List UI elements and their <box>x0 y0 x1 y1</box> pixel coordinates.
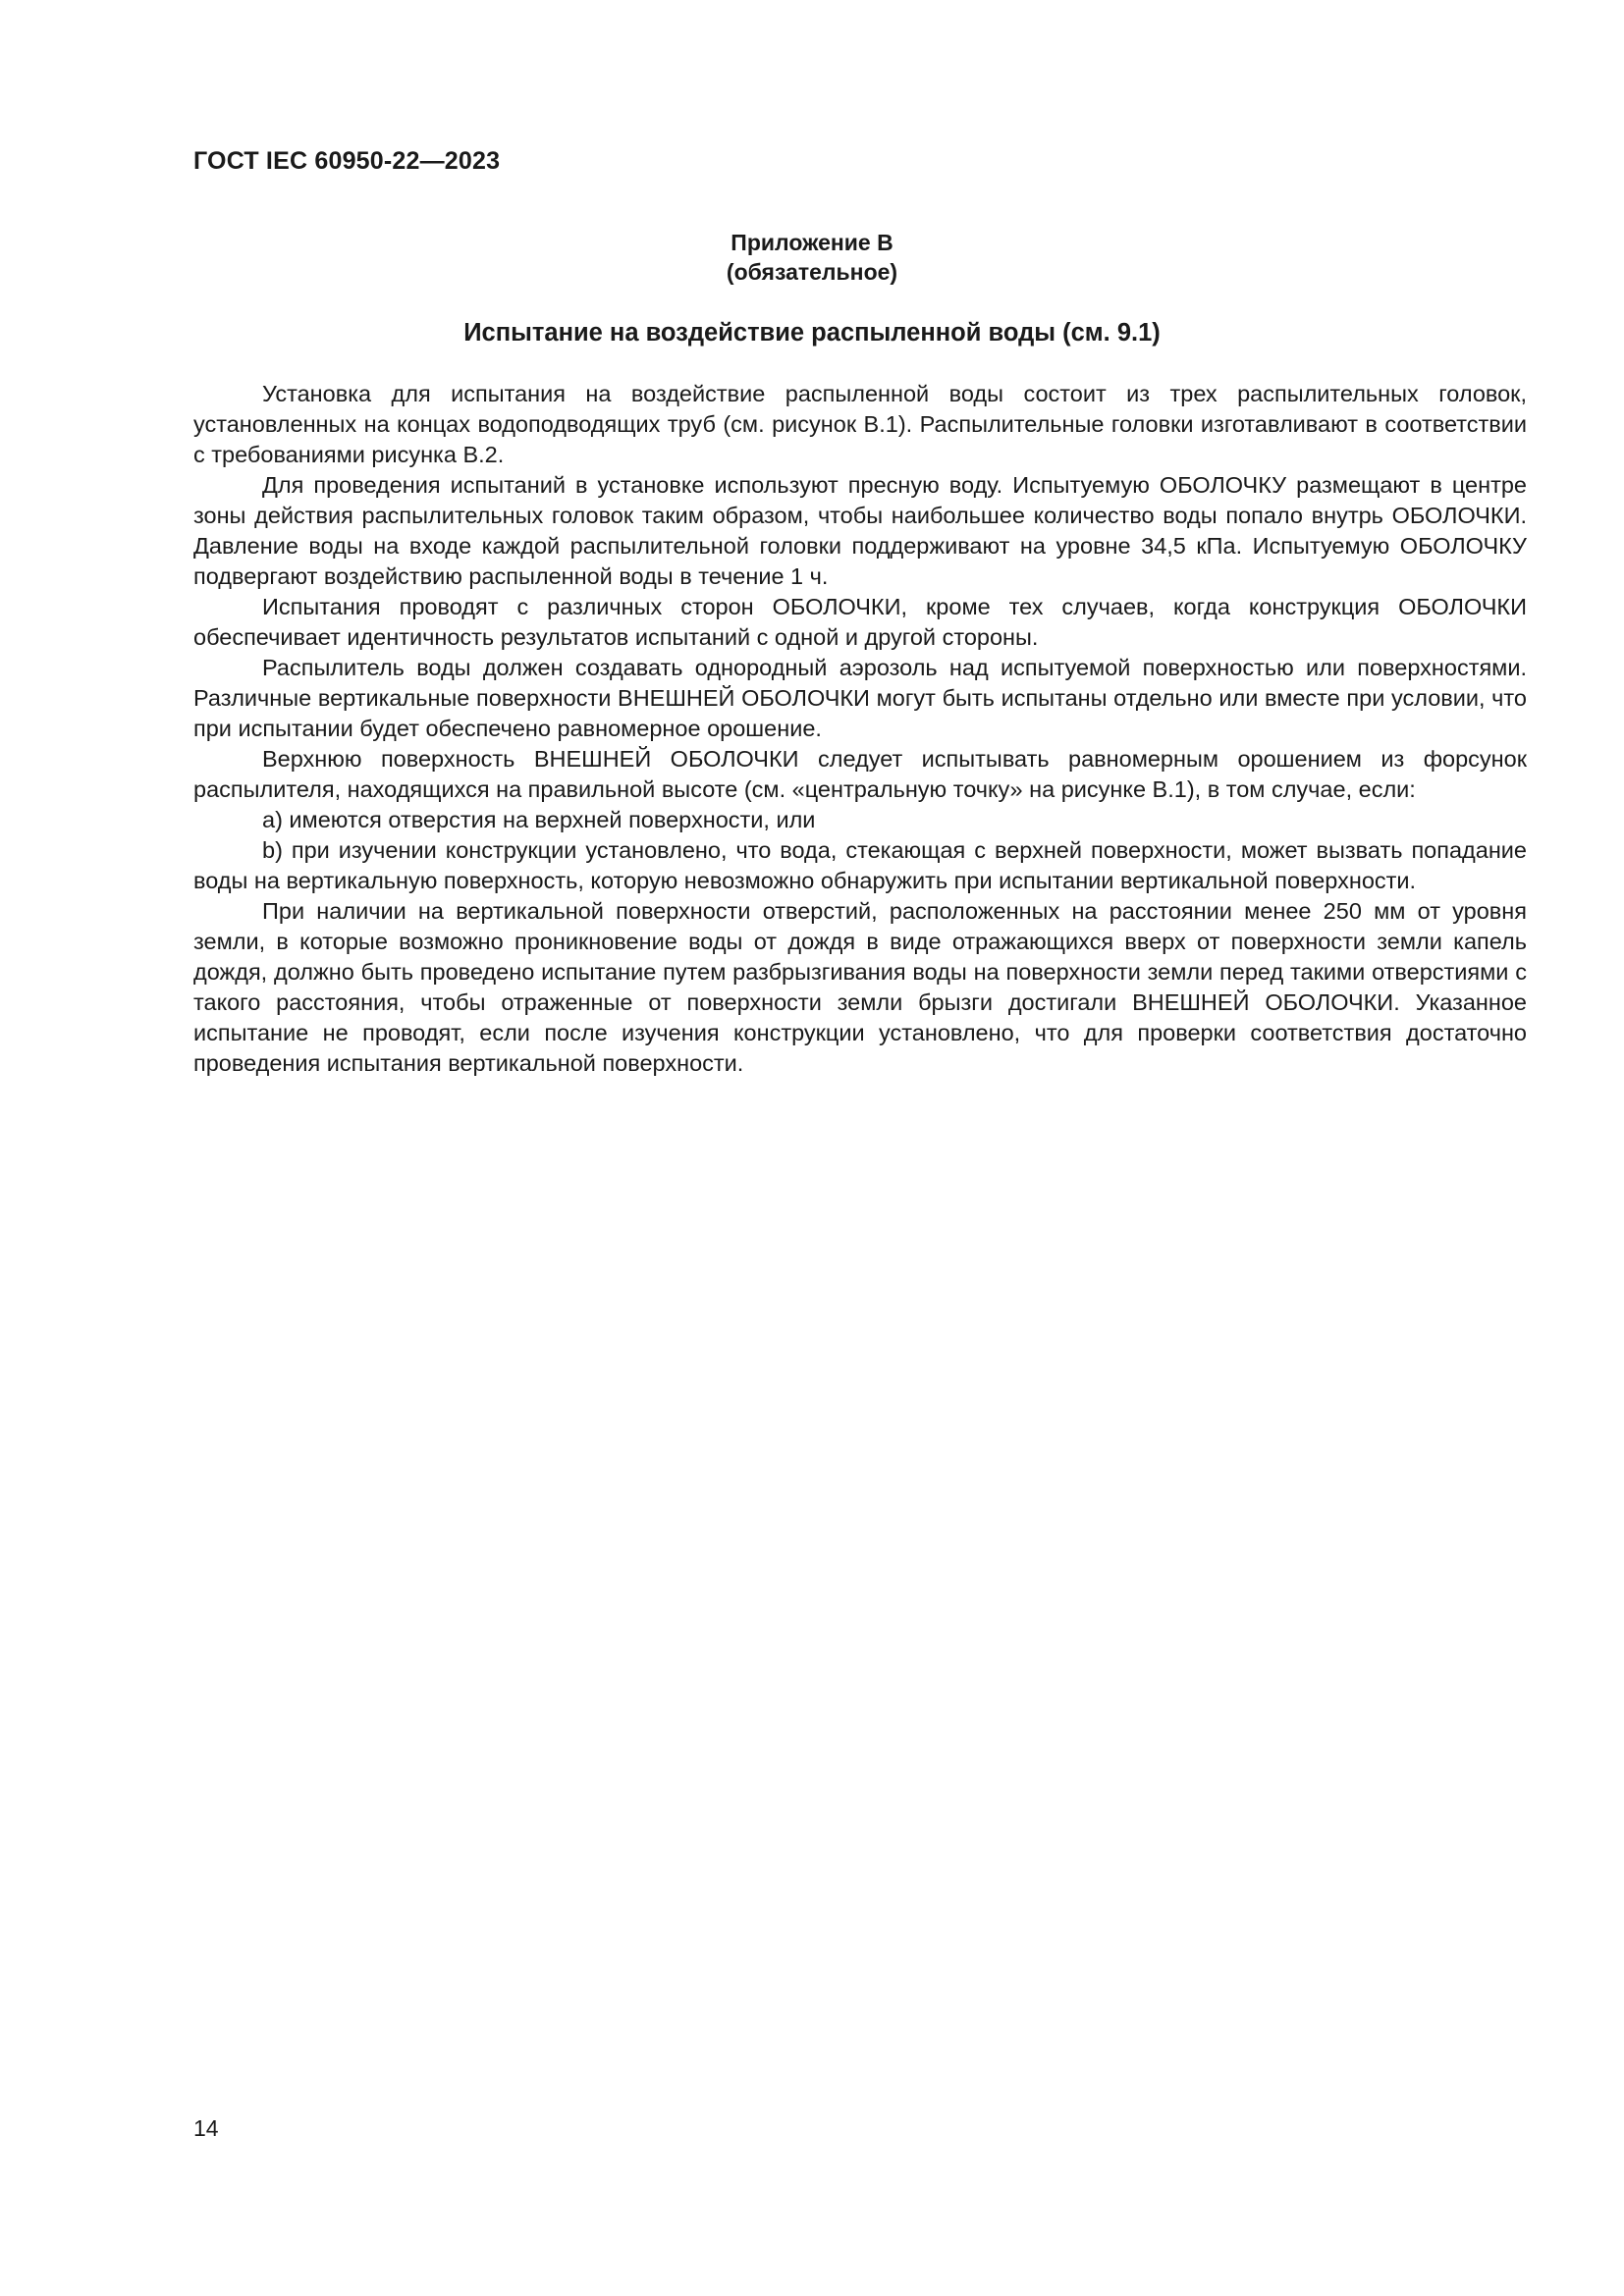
annex-heading <box>193 228 1431 287</box>
body-text <box>193 379 1527 1079</box>
paragraph: Распылитель воды должен создавать однородный аэрозоль над испытуемой поверхностью или поверхностями. Различные вертикальные поверхности ВНЕШНЕЙ ОБОЛОЧКИ могут быть испытаны отдельно или вместе при условии, что при испытании будет обеспечено равномерное орошение. <box>193 655 1527 741</box>
document-standard-header: ГОСТ IEC 60950-22—2023 <box>193 147 501 175</box>
paragraph: Установка для испытания на воздействие распыленной воды состоит из трех распылительных головок, установленных на концах водоподводящих труб (см. рисунок В.1). Распылительные головки изготавливают в соответствии с требованиями рисунка В.2. <box>193 381 1527 467</box>
annex-title: Испытание на воздействие распыленной воды (см. 9.1) <box>463 319 1161 347</box>
annex-label: Приложение В <box>731 230 893 255</box>
paragraph: При наличии на вертикальной поверхности отверстий, расположенных на расстоянии менее 250 мм от уровня земли, в которые возможно проникновение воды от дождя в виде отражающихся вверх от поверхности земли капель дождя, должно быть проведено испытание путем разбрызгивания воды на поверхности земли перед такими отверстиями с такого расстояния, чтобы отраженные от поверхности земли брызги достигали ВНЕШНЕЙ ОБОЛОЧКИ. Указанное испытание не проводят, если после изучения конструкции установлено, что для проверки соответствия достаточно проведения испытания вертикальной поверхности. <box>193 898 1527 1076</box>
paragraph: Испытания проводят с различных сторон ОБОЛОЧКИ, кроме тех случаев, когда конструкция ОБОЛОЧКИ обеспечивает идентичность результатов испытаний с одной и другой стороны. <box>193 594 1527 650</box>
list-item: b) при изучении конструкции установлено, что вода, стекающая с верхней поверхности, может вызвать попадание воды на вертикальную поверхность, которую невозможно обнаружить при испытании вертикальной поверхности. <box>193 837 1527 893</box>
annex-status: (обязательное) <box>726 259 898 285</box>
paragraph: Верхнюю поверхность ВНЕШНЕЙ ОБОЛОЧКИ следует испытывать равномерным орошением из форсунок распылителя, находящихся на правильной высоте (см. «центральную точку» на рисунке В.1), в том случае, если: <box>193 746 1527 802</box>
list-item: a) имеются отверстия на верхней поверхности, или <box>262 807 816 832</box>
paragraph: Для проведения испытаний в установке используют пресную воду. Испытуемую ОБОЛОЧКУ размещают в центре зоны действия распылительных головок таким образом, чтобы наибольшее количество воды попало внутрь ОБОЛОЧКИ. Давление воды на входе каждой распылительной головки поддерживают на уровне 34,5 кПа. Испытуемую ОБОЛОЧКУ подвергают воздействию распыленной воды в течение 1 ч. <box>193 472 1527 589</box>
page-number: 14 <box>193 2115 219 2141</box>
